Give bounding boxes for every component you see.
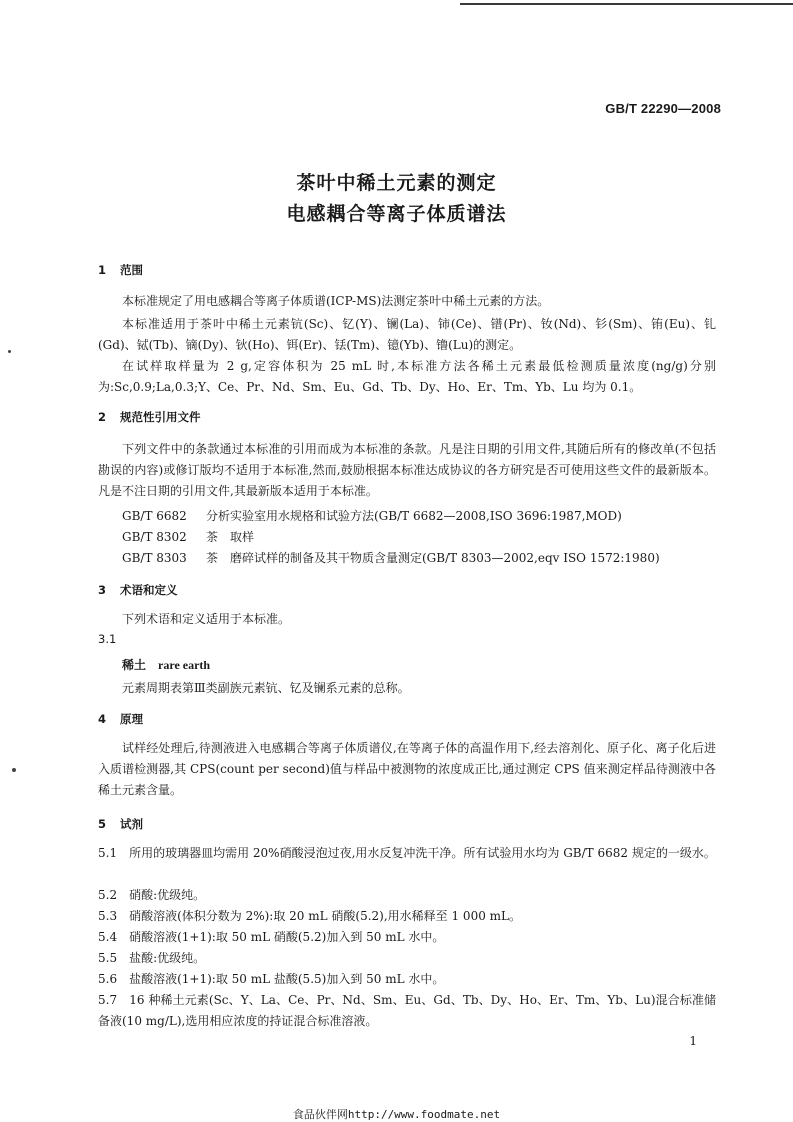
reference-text: 分析实验室用水规格和试验方法(GB/T 6682—2008,ISO 3696:1987,MOD) [206, 509, 622, 523]
reagent-item: 5.7 16 种稀土元素(Sc、Y、La、Ce、Pr、Nd、Sm、Eu、Gd、Tb、Dy、Ho、Er、Tm、Yb、Lu)混合标准储备液(10 mg/L),选用相应浓度的持证混合标准溶液。 [98, 993, 716, 1028]
section-number: 4 [98, 712, 107, 726]
section-heading-scope [98, 262, 143, 278]
section-title: 试剂 [120, 817, 143, 831]
footer-watermark [0, 1106, 793, 1122]
footer-url: http://www.foodmate.net [347, 1108, 501, 1121]
document-title-line1: 茶叶中稀土元素的测定 [296, 172, 497, 194]
section-title: 规范性引用文件 [120, 410, 201, 424]
scope-paragraph-2: 本标准适用于茶叶中稀土元素钪(Sc)、钇(Y)、镧(La)、铈(Ce)、镨(Pr)、钕(Nd)、钐(Sm)、铕(Eu)、钆(Gd)、铽(Tb)、镝(Dy)、钬(Ho)、铒(Er)、铥(Tm)、镱(Yb)、镥(Lu)的测定。 [98, 317, 716, 352]
section-number: 2 [98, 410, 107, 424]
reagent-item: 5.3 硝酸溶液(体积分数为 2%):取 20 mL 硝酸(5.2),用水稀释至 1 000 mL。 [98, 909, 521, 923]
reagent-item: 5.4 硝酸溶液(1+1):取 50 mL 硝酸(5.2)加入到 50 mL 水中。 [98, 930, 445, 944]
term-definition: 元素周期表第Ⅲ类副族元素钪、钇及镧系元素的总称。 [122, 681, 410, 695]
section-number: 3 [98, 583, 107, 597]
top-rule [460, 3, 793, 5]
scope-paragraph-3: 在试样取样量为 2 g,定容体积为 25 mL 时,本标准方法各稀土元素最低检测质量浓度(ng/g)分别为:Sc,0.9;La,0.3;Y、Ce、Pr、Nd、Sm、Eu、Gd、Tb、Dy、Ho、Er、Tm、Yb、Lu 均为 0.1。 [98, 359, 716, 394]
scan-speck [8, 350, 11, 353]
subsection-number: 3.1 [98, 632, 117, 646]
reference-text: 茶 取样 [206, 530, 255, 544]
term-entry [122, 656, 210, 673]
principle-paragraph: 试样经处理后,待测液进入电感耦合等离子体质谱仪,在等离子体的高温作用下,经去溶剂化、原子化、离子化后进入质谱检测器,其 CPS(count per second)值与样品中被测物的浓度成正比,通过测定 CPS 值来测定样品待测液中各稀土元素含量。 [98, 741, 716, 797]
page-number: 1 [689, 1034, 697, 1048]
reference-text: 茶 磨碎试样的制备及其干物质含量测定(GB/T 8303—2002,eqv ISO 1572:1980) [206, 551, 660, 565]
standard-number: GB/T 22290—2008 [605, 101, 721, 116]
reagent-item: 5.5 盐酸:优级纯。 [98, 951, 206, 965]
reference-item [122, 528, 254, 545]
reference-item [122, 507, 622, 524]
document-title-line2: 电感耦合等离子体质谱法 [286, 203, 507, 225]
section-heading-reagents [98, 816, 143, 832]
terms-paragraph: 下列术语和定义适用于本标准。 [122, 612, 291, 626]
reference-code: GB/T 6682 [122, 509, 187, 523]
footer-site-name: 食品伙伴网 [292, 1108, 348, 1121]
reagent-item: 5.6 盐酸溶液(1+1):取 50 mL 盐酸(5.5)加入到 50 mL 水中。 [98, 972, 445, 986]
reference-item [122, 549, 660, 566]
term-english: rare earth [158, 658, 211, 672]
reference-code: GB/T 8303 [122, 551, 187, 565]
section-heading-principle [98, 711, 143, 727]
reagent-item: 5.1 所用的玻璃器皿均需用 20%硝酸浸泡过夜,用水反复冲洗干净。所有试验用水均为 GB/T 6682 规定的一级水。 [98, 846, 716, 860]
reagent-item: 5.2 硝酸:优级纯。 [98, 888, 206, 902]
scope-paragraph-1: 本标准规定了用电感耦合等离子体质谱(ICP-MS)法测定茶叶中稀土元素的方法。 [122, 294, 550, 308]
section-title: 原理 [120, 712, 143, 726]
scan-speck [12, 768, 16, 772]
section-title: 术语和定义 [120, 583, 178, 597]
section-heading-normative-references [98, 409, 201, 425]
section-heading-terms [98, 582, 178, 598]
section-number: 1 [98, 263, 107, 277]
section-number: 5 [98, 817, 107, 831]
term-chinese: 稀土 [122, 658, 147, 672]
section-title: 范围 [120, 263, 143, 277]
reference-code: GB/T 8302 [122, 530, 187, 544]
references-paragraph: 下列文件中的条款通过本标准的引用而成为本标准的条款。凡是注日期的引用文件,其随后所有的修改单(不包括勘误的内容)或修订版均不适用于本标准,然而,鼓励根据本标准达成协议的各方研究是否可使用这些文件的最新版本。凡是不注日期的引用文件,其最新版本适用于本标准。 [98, 442, 716, 498]
